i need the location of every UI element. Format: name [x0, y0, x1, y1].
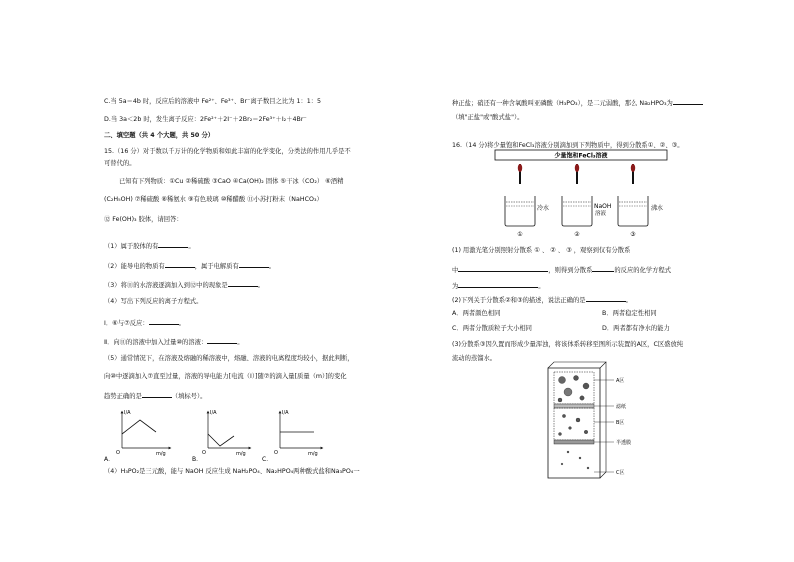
- graph-x-label: m/g: [236, 451, 246, 457]
- beaker-1-label: 冷水: [537, 205, 550, 212]
- q15-intro-line2: 可替代的。: [104, 160, 136, 167]
- graph-c: [262, 410, 322, 463]
- dropper-bulb-1: [518, 164, 522, 172]
- beaker-3: [618, 164, 663, 238]
- fecl3-banner-text: 少量饱和FeCl₃溶液: [554, 152, 608, 160]
- graph-origin: O: [116, 450, 120, 456]
- beaker-2-num: ②: [574, 231, 580, 238]
- graph-y-label: I/A: [124, 410, 131, 416]
- q15-part1: （1）属于胶体的有 。: [104, 243, 195, 250]
- q16-intro: 16.（14 分)将少量饱和FeCl₃溶液分别滴加到下列物质中，得到分散系①、②、③。: [452, 142, 684, 149]
- answer-blank[interactable]: [458, 281, 538, 288]
- graph-a: [104, 410, 170, 463]
- beaker-2: [562, 164, 611, 238]
- answer-blank[interactable]: [142, 391, 172, 398]
- answer-blank[interactable]: [165, 261, 195, 268]
- option-c-line: C.当 5a＝4b 时，反应后的溶液中 Fe²⁺、Fe³⁺、Br⁻离子数目之比为 1：1：5: [104, 98, 322, 105]
- option-a[interactable]: A．两者颜色相同: [452, 310, 501, 317]
- graph-a-curve: [122, 420, 156, 434]
- q15-part2-text-b: ，属于电解质有: [194, 263, 239, 270]
- q16-part3-line1: (3)分散系③因久置而形成少量浑浊，将该体系转移至图所示装置的A区，C区盛放纯: [452, 341, 684, 348]
- q15-part5-line2: 向⑩中逐滴加入⑦直至过量，溶液的导电能力[电流（I）]随⑦的滴入量[质量（m）]的变化: [104, 373, 347, 380]
- beaker-1-num: ①: [517, 231, 523, 238]
- q15-part5-note: （填标号）。: [171, 393, 207, 400]
- q15-part5-line3: [104, 391, 206, 401]
- answer-blank[interactable]: [592, 265, 614, 272]
- q15-part4-ii: Ⅱ．向⑪的溶液中加入过量⑩的溶液： 。: [104, 339, 244, 346]
- q15-part1-text: （1）属于胶体的有: [104, 243, 159, 250]
- option-c[interactable]: C．两者分散质粒子大小相同: [452, 325, 532, 332]
- beaker-1: [505, 164, 549, 238]
- answer-blank[interactable]: [149, 318, 179, 325]
- beaker-2-label: NaOH: [594, 203, 612, 210]
- particles: [558, 376, 589, 470]
- q16-part1-line3: 为 。: [452, 283, 545, 290]
- graph-b-curve: [208, 434, 234, 446]
- conductivity-graphs: [100, 408, 400, 468]
- beaker-3-label: 沸水: [651, 205, 664, 212]
- answer-blank[interactable]: [458, 265, 548, 272]
- graph-y-label: I/A: [210, 410, 217, 416]
- answer-blank[interactable]: [239, 261, 269, 268]
- answer-blank[interactable]: [228, 280, 258, 287]
- q16-part1-text-a: 中: [452, 267, 459, 274]
- label-c-zone: C区: [616, 470, 625, 476]
- graph-x-label: m/g: [156, 451, 166, 457]
- answer-blank[interactable]: [673, 98, 703, 105]
- q16-part3-line2: 流动的蒸馏水。: [452, 355, 497, 362]
- q16-part1-text-c: 的反应的化学方程式: [614, 267, 672, 274]
- r-line1: [452, 98, 703, 108]
- option-b[interactable]: B．两者稳定性相同: [602, 310, 657, 317]
- beaker-diagram: [495, 150, 695, 240]
- answer-blank[interactable]: [207, 337, 237, 344]
- dialysis-diagram: [540, 360, 660, 485]
- label-a-zone: A区: [616, 378, 625, 384]
- label-b-zone: B区: [616, 420, 625, 426]
- q15-part5-line1: （5）通常情况下，在溶液及熔融的稀溶液中，熔融、溶液的电离程度均较小，据此判断，: [104, 355, 354, 362]
- q16-part1-text-b: ，则得到分散系: [548, 267, 593, 274]
- graph-b-label: B．: [192, 456, 203, 463]
- r-line1-text: 种正盐；硝还有一种含氧酸叫亚磷酸（H₃PO₃），是二元弱酸，那么 Na₂HPO₃为: [452, 100, 673, 107]
- graph-origin: O: [202, 450, 206, 456]
- q15-substances-line2: (C₂H₅OH) ⑦稀硫酸 ⑧稀氨水 ⑨有色玻璃 ⑩稀醋酸 ⑪小苏打粉末（NaHCO₃）: [104, 196, 323, 203]
- option-d[interactable]: D．两者都有净水的能力: [602, 325, 670, 332]
- graph-origin: O: [274, 450, 278, 456]
- filter-paper: [554, 404, 594, 408]
- beaker-3-num: ③: [630, 231, 636, 238]
- q15-part4: （4）写出下列反应的离子方程式。: [104, 298, 203, 305]
- q15-part4-ii-text: Ⅱ．向⑪的溶液中加入过量⑩的溶液：: [104, 339, 208, 346]
- dropper-bulb-2: [575, 164, 579, 172]
- semipermeable-membrane: [554, 440, 594, 444]
- q15-part6-line1: （4）H₃PO₂是三元酸，能与 NaOH 反应生成 NaH₂PO₄、Na₂HPO₄两种酸式盐和Na₃PO₄一: [104, 468, 360, 475]
- answer-blank[interactable]: [586, 295, 626, 302]
- label-filter-paper: 滤纸: [616, 404, 627, 410]
- graph-b: [192, 410, 250, 463]
- q16-part2-text: (2)下列关于分散系②和③的描述，说法正确的是: [452, 297, 586, 304]
- q15-intro-line1: 15.（16 分）对于数以千万计的化学物质和如此丰富的化学变化，分类法的作用几乎是不: [104, 148, 351, 155]
- q15-part5-text: 趋势正确的是: [104, 393, 142, 400]
- section-heading: 二、填空题（共 4 个大题，共 50 分）: [104, 132, 215, 139]
- graph-a-label: A．: [104, 456, 115, 463]
- option-d-line: D.当 3a＜2b 时，发生离子反应：2Fe²⁺＋2I⁻＋2Br₂＝2Fe³⁺＋I₂＋4Br⁻: [104, 116, 307, 123]
- q15-part2-text-a: （2）能导电的物质有: [104, 263, 165, 270]
- q16-part1-line1: (1) 用激光笔分别照射分散系 ① 、 ② 、 ③ ，观察到仅有分散系: [452, 247, 631, 254]
- q15-part3: （3）将⑪的水溶液逐滴加入到⑫中的现象是 。: [104, 282, 264, 289]
- dropper-bulb-3: [631, 164, 635, 172]
- r-line2: （填"正盐"或"酸式盐"）。: [452, 114, 524, 121]
- q15-substances-line3: ⑫ Fe(OH)₃ 胶体，请回答：: [104, 216, 183, 223]
- graph-y-label: I/A: [282, 410, 289, 416]
- q15-part4-i: Ⅰ．⑥与⑦反应： 。: [104, 320, 185, 327]
- graph-c-label: C．: [262, 456, 273, 463]
- q15-part2: （2）能导电的物质有 ，属于电解质有 。: [104, 263, 276, 270]
- beaker-2-label-2: 溶液: [595, 211, 607, 217]
- q15-part4-i-text: Ⅰ．⑥与⑦反应：: [104, 320, 149, 327]
- graph-x-label: m/g: [308, 451, 318, 457]
- q16-part1-line2: [452, 265, 671, 275]
- q15-substances-line1: 已知有下列物质：①Cu ②稀硫酸 ③CaO ④Ca(OH)₂ 固体 ⑤干冰（CO₂） ⑥酒精: [119, 178, 344, 185]
- label-membrane: 半透膜: [616, 440, 632, 446]
- q16-part2: (2)下列关于分散系②和③的描述，说法正确的是 。: [452, 297, 632, 304]
- q15-part3-text: （3）将⑪的水溶液逐滴加入到⑫中的现象是: [104, 282, 228, 289]
- q16-part1-text-d: 为: [452, 283, 459, 290]
- answer-blank[interactable]: [158, 241, 188, 248]
